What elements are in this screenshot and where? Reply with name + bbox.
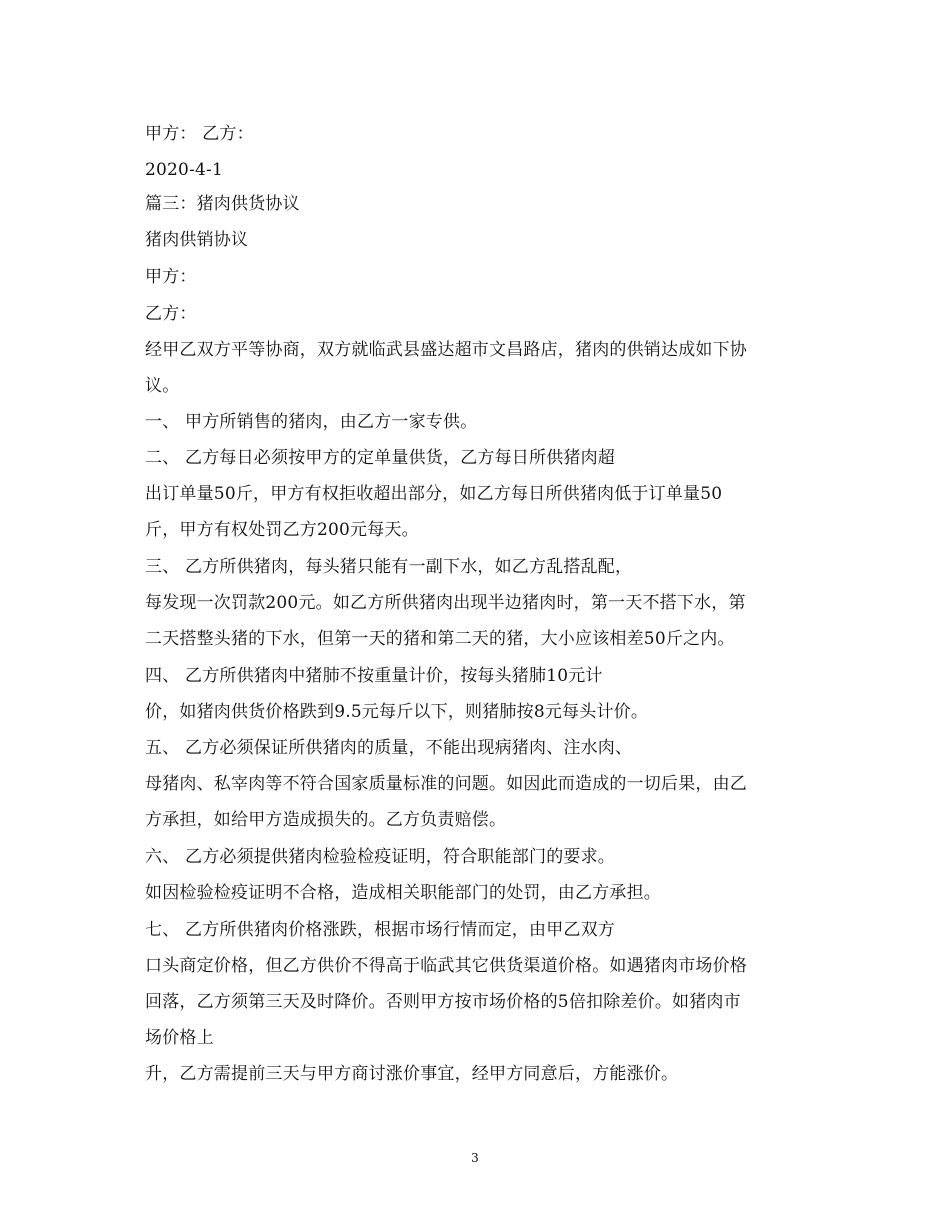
paragraph-line: 经甲乙双方平等协商，双方就临武县盛达超市文昌路店，猪肉的供销达成如下协 bbox=[145, 340, 747, 360]
section-heading: 篇三：猪肉供货协议 bbox=[145, 194, 300, 214]
paragraph-line: 回落，乙方须第三天及时降价。否则甲方按市场价格的5倍扣除差价。如猪肉市 bbox=[145, 992, 741, 1012]
party-a-line: 甲方： bbox=[145, 267, 197, 287]
paragraph-line: 口头商定价格，但乙方供价不得高于临武其它供货渠道价格。如遇猪肉市场价格 bbox=[145, 956, 747, 976]
clause-1-line: 一、 甲方所销售的猪肉，由乙方一家专供。 bbox=[145, 412, 478, 432]
signature-parties-line: 甲方： 乙方： bbox=[145, 124, 254, 144]
paragraph-line: 议。 bbox=[145, 376, 180, 396]
agreement-title: 猪肉供销协议 bbox=[145, 230, 249, 250]
paragraph-line: 出订单量50斤，甲方有权拒收超出部分，如乙方每日所供猪肉低于订单量50 bbox=[145, 484, 723, 504]
clause-3-line: 三、 乙方所供猪肉，每头猪只能有一副下水，如乙方乱搭乱配， bbox=[145, 557, 633, 577]
clause-6-line: 六、 乙方必须提供猪肉检验检疫证明，符合职能部门的要求。 bbox=[145, 847, 616, 867]
clause-2-line: 二、 乙方每日必须按甲方的定单量供货，乙方每日所供猪肉超 bbox=[145, 448, 616, 468]
party-b-line: 乙方： bbox=[145, 304, 197, 324]
paragraph-line: 母猪肉、私宰肉等不符合国家质量标准的问题。如因此而造成的一切后果，由乙 bbox=[145, 774, 747, 794]
paragraph-line: 场价格上 bbox=[145, 1028, 214, 1048]
paragraph-line: 如因检验检疫证明不合格，造成相关职能部门的处罚，由乙方承担。 bbox=[145, 883, 661, 903]
paragraph-line: 二天搭整头猪的下水，但第一天的猪和第二天的猪，大小应该相差50斤之内。 bbox=[145, 629, 735, 649]
paragraph-line: 升，乙方需提前三天与甲方商讨涨价事宜，经甲方同意后，方能涨价。 bbox=[145, 1064, 679, 1084]
clause-5-line: 五、 乙方必须保证所供猪肉的质量，不能出现病猪肉、注水肉、 bbox=[145, 738, 633, 758]
clause-7-line: 七、 乙方所供猪肉价格涨跌，根据市场行情而定，由甲乙双方 bbox=[145, 920, 616, 940]
paragraph-line: 每发现一次罚款200元。如乙方所供猪肉出现半边猪肉时，第一天不搭下水，第 bbox=[145, 593, 746, 613]
signature-date-line: 2020-4-1 bbox=[145, 160, 223, 180]
paragraph-line: 方承担，如给甲方造成损失的。乙方负责赔偿。 bbox=[145, 810, 507, 830]
paragraph-line: 价，如猪肉供货价格跌到9.5元每斤以下，则猪肺按8元每头计价。 bbox=[145, 702, 649, 722]
paragraph-line: 斤，甲方有权处罚乙方200元每天。 bbox=[145, 520, 419, 540]
clause-4-line: 四、 乙方所供猪肉中猪肺不按重量计价，按每头猪肺10元计 bbox=[145, 666, 603, 686]
page-number: 3 bbox=[471, 1151, 479, 1165]
